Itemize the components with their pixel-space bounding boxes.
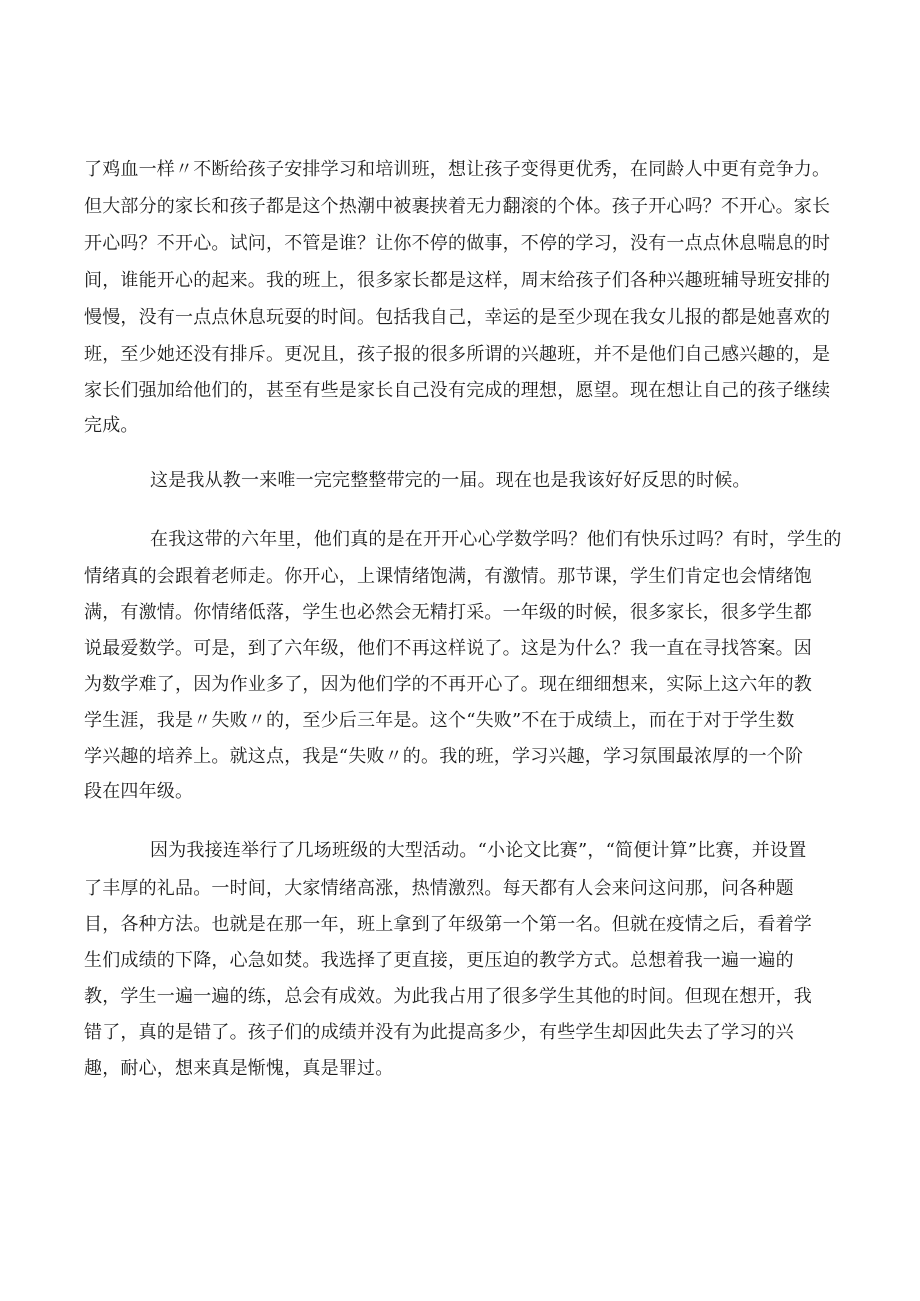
text-line: 情绪真的会跟着老师走。你开心，上课情绪饱满，有激情。那节课，学生们肯定也会情绪饱 xyxy=(84,566,812,587)
text-line: 生们成绩的下降，心急如焚。我选择了更直接，更压迫的教学方式。总想着我一遍一遍的 xyxy=(84,950,794,971)
text-line: 教，学生一遍一遍的练，总会有成效。为此我占用了很多学生其他的时间。但现在想开，我 xyxy=(84,986,812,1007)
text-line: 目，各种方法。也就是在那一年，班上拿到了年级第一个第一名。但就在疫情之后，看着学 xyxy=(84,914,812,935)
text-line: 因为我接连举行了几场班级的大型活动。“小论文比赛”，“简便计算”比赛，并设置 xyxy=(150,840,807,861)
text-line: 趣，耐心，想来真是惭愧，真是罪过。 xyxy=(84,1058,394,1079)
text-line: 了丰厚的礼品。一时间，大家情绪高涨，热情激烈。每天都有人会来问这问那，问各种题 xyxy=(84,878,794,899)
text-line: 这是我从教一来唯一完完整整带完的一届。现在也是我该好好反思的时候。 xyxy=(150,470,751,491)
text-line: 慢慢，没有一点点休息玩耍的时间。包括我自己，幸运的是至少现在我女儿报的都是她喜欢的 xyxy=(84,307,831,328)
text-line: 开心吗？不开心。试问，不管是谁？让你不停的做事，不停的学习，没有一点点休息喘息的时 xyxy=(84,233,831,254)
text-line: 说最爱数学。可是，到了六年级，他们不再这样说了。这是为什么？我一直在寻找答案。因 xyxy=(84,638,812,659)
text-line: 间，谁能开心的起来。我的班上，很多家长都是这样，周末给孩子们各种兴趣班辅导班安排的 xyxy=(84,270,831,291)
text-line: 班，至少她还没有排斥。更况且，孩子报的很多所谓的兴趣班，并不是他们自己感兴趣的，是 xyxy=(84,344,831,365)
text-line: 完成。 xyxy=(84,415,139,436)
text-line: 学生涯，我是〃失败〃的，至少后三年是。这个“失败”不在于成绩上，而在于对于学生数 xyxy=(84,710,795,731)
text-line: 为数学难了，因为作业多了，因为他们学的不再开心了。现在细细想来，实际上这六年的教 xyxy=(84,674,812,695)
text-line: 错了，真的是错了。孩子们的成绩并没有为此提高多少，有些学生却因此失去了学习的兴 xyxy=(84,1022,794,1043)
text-line: 学兴趣的培养上。就这点，我是“失败〃的。我的班，学习兴趣，学习氛围最浓厚的一个阶 xyxy=(84,746,804,767)
text-line: 满，有激情。你情绪低落，学生也必然会无精打采。一年级的时候，很多家长，很多学生都 xyxy=(84,602,812,623)
text-line: 了鸡血一样〃不断给孩子安排学习和培训班，想让孩子变得更优秀，在同龄人中更有竞争力。 xyxy=(84,159,831,180)
text-line: 但大部分的家长和孩子都是这个热潮中被裹挟着无力翻滚的个体。孩子开心吗？不开心。家长 xyxy=(84,196,831,217)
text-line: 在我这带的六年里，他们真的是在开开心心学数学吗？他们有快乐过吗？有时，学生的 xyxy=(150,529,842,550)
text-line: 家长们强加给他们的，甚至有些是家长自己没有完成的理想，愿望。现在想让自己的孩子继续 xyxy=(84,380,831,401)
text-line: 段在四年级。 xyxy=(84,781,194,802)
